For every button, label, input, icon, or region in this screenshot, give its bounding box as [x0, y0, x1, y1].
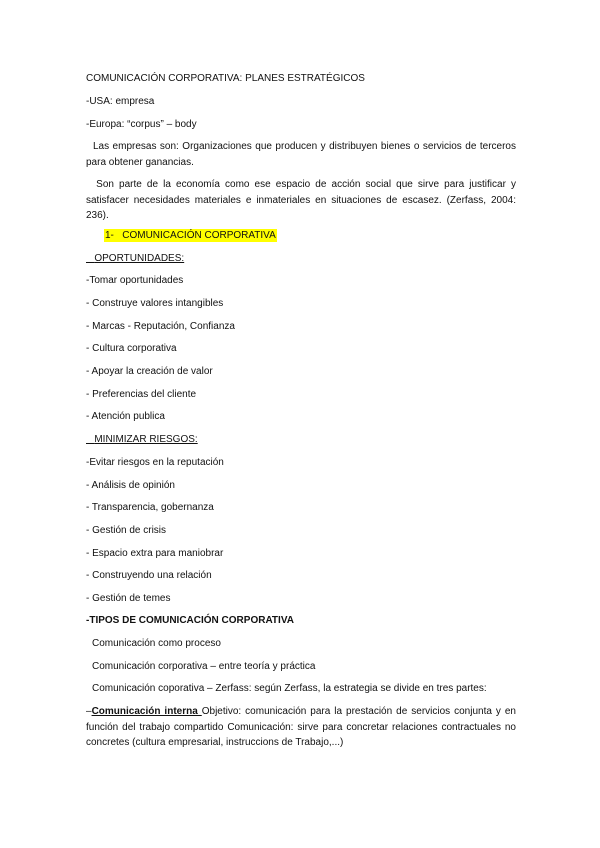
riesgos-heading-text: MINIMIZAR RIESGOS: — [94, 434, 198, 445]
interna-text: Objetivo: comunicación para la prestación de servicios conjunta y en función del trabajo compartido Comunicación: sirve para concretar relaciones contractuales no concretes (cultura empresarial, instruccions de Trabajo,...) — [86, 706, 516, 748]
riesgos-heading — [86, 433, 516, 447]
paragraph-empresas: Las empresas son: Organizaciones que producen y distribuyen bienes o servicios de terceros para obtener ganancias. — [86, 141, 519, 168]
list-item: - Construye valores intangibles — [86, 298, 224, 309]
list-item: - Espacio extra para maniobrar — [86, 548, 224, 559]
list-item: - Transparencia, gobernanza — [86, 502, 214, 513]
interna-prefix: – — [86, 706, 92, 717]
oportunidades-heading — [86, 252, 516, 266]
section-1-heading — [104, 229, 534, 243]
list-item: - Gestión de crisis — [86, 525, 167, 536]
list-item: -Evitar riesgos en la reputación — [86, 457, 224, 468]
section-1-title: COMUNICACIÓN CORPORATIVA — [122, 230, 276, 241]
europa-line: -Europa: “corpus” – body — [86, 119, 197, 130]
list-item: - Atención publica — [86, 411, 165, 422]
paragraph-economia: Son parte de la economía como ese espacio de acción social que sirve para justificar y satisfacer necesidades materiales e inmateriales en situaciones de escasez. (Zerfass, 2004: 236). — [86, 179, 519, 221]
paragraph-comunicacion-interna — [86, 704, 516, 751]
list-item: -Tomar oportunidades — [86, 275, 184, 286]
tipos-heading: -TIPOS DE COMUNICACIÓN CORPORATIVA — [86, 615, 294, 626]
list-item: - Apoyar la creación de valor — [86, 366, 213, 377]
document-title: COMUNICACIÓN CORPORATIVA: PLANES ESTRATÉGICOS — [86, 73, 365, 84]
list-item: - Análisis de opinión — [86, 480, 175, 491]
tipos-item: Comunicación como proceso — [92, 638, 221, 649]
list-item: - Gestión de temes — [86, 593, 171, 604]
tipos-item: Comunicación coporativa – Zerfass: según Zerfass, la estrategia se divide en tres partes: — [92, 683, 487, 694]
interna-label: Comunicación interna — [91, 706, 202, 717]
tipos-item: Comunicación corporativa – entre teoría y práctica — [92, 661, 316, 672]
usa-line: -USA: empresa — [86, 96, 155, 107]
oportunidades-heading-text: OPORTUNIDADES: — [94, 253, 185, 264]
list-item: - Preferencias del cliente — [86, 389, 197, 400]
list-item: - Marcas - Reputación, Confianza — [86, 321, 235, 332]
section-1-number: 1- — [105, 230, 114, 241]
list-item: - Cultura corporativa — [86, 343, 177, 354]
list-item: - Construyendo una relación — [86, 570, 212, 581]
